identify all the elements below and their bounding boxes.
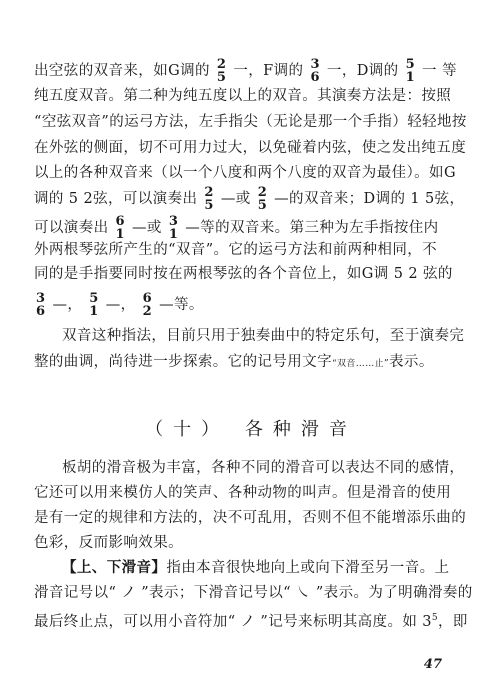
text-line: 外两根琴弦所产生的“双音”。它的运弓方法和前两种相同，不 [34, 242, 438, 258]
text-line: 滑音记号以“ ノ ”表示；下滑音记号以“ ㇏ ”表示。为了明确滑奏的 [34, 585, 473, 601]
text-line: 板胡的滑音极为丰富，各种不同的滑音可以表达不同的感情， [62, 460, 465, 476]
double-stop-notation: 3 6 [310, 57, 320, 85]
double-stop-notation: 6 2 [142, 291, 153, 319]
double-stop-notation: 2 5 [204, 185, 214, 213]
text-line: 色彩，反而影响效果。 [34, 535, 183, 551]
text-line: “空弦双音”的运弓方法，左手指尖（无论是那一个手指）轻轻地按 [34, 114, 467, 130]
text-line: 3 6 —， 5 1 —， 6 2 —等。 [36, 291, 204, 319]
notation-mark: “双音……止” [332, 359, 390, 369]
text-line: 纯五度双音。第二种为纯五度以上的双音。其演奏方法是：按照 [34, 88, 452, 104]
text-line: 双音这种指法，目前只用于独奏曲中的特定乐句，至于演奏完 [62, 328, 465, 344]
double-stop-notation: 3 1 [168, 214, 179, 242]
double-stop-notation: 3 6 [36, 291, 46, 319]
double-stop-notation: 2 5 [257, 185, 268, 213]
text-line: 是有一定的规律和方法的，决不可乱用，否则不但不能增添乐曲的 [34, 510, 467, 526]
text-line: 在外弦的侧面，切不可用力过大，以免碰着内弦，使之发出纯五度 [34, 140, 467, 156]
term-label: 【上、下滑音】 [62, 559, 167, 576]
text-line: 最后终止点，可以用小音符加“ ノ ”记号来标明其高度。如 $3^5$，即 [34, 613, 468, 630]
text-line: 调的 5 2弦，可以演奏出 2 5 —或 2 5 —的双音来；D调的 1 5弦， [34, 185, 465, 213]
double-stop-notation: 6 1 [115, 214, 125, 242]
text-line: 可以演奏出 6 1 —或 3 1 —等的双音来。第三种为左手指按住内 [34, 214, 439, 242]
page-number: 47 [423, 657, 442, 672]
double-stop-notation: 5 1 [405, 57, 416, 85]
text-line: 它还可以用来模仿人的笑声、各种动物的叫声。但是滑音的使用 [34, 485, 452, 501]
text-line: 以上的各种双音来（以一个八度和两个八度的双音为最佳）。如G [34, 165, 456, 181]
section-heading: （十） 各种滑音 [145, 419, 357, 440]
text-line: 整的曲调，尚待进一步探索。它的记号用文字“双音……止”表示。 [34, 354, 434, 370]
text-line: 【上、下滑音】指由本音很快地向上或向下滑至另一音。上 [62, 559, 450, 576]
text-line: 同的是手指要同时按在两根琴弦的各个音位上，如G调 5 2 弦的 [34, 266, 453, 282]
double-stop-notation: 5 1 [89, 291, 99, 319]
text-line: 出空弦的双音来，如G调的 2 5 一，F调的 3 6 一，D调的 5 1 一 等 [34, 57, 457, 85]
double-stop-notation: 2 5 [216, 57, 227, 85]
